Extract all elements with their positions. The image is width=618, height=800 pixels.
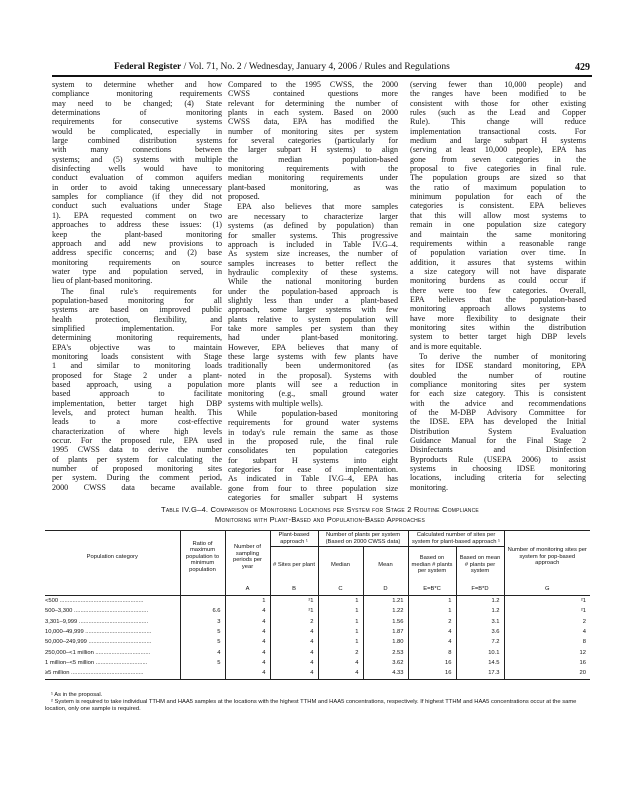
table-cell: ²1 bbox=[504, 606, 590, 616]
table-cell: 12 bbox=[504, 648, 590, 658]
table-cell: 3.1 bbox=[456, 617, 504, 627]
header-title bbox=[114, 62, 450, 72]
text-line: systems (as defined by population) than bbox=[228, 221, 398, 231]
table-cell: 14.5 bbox=[456, 658, 504, 668]
text-line: relevant for determining the number of bbox=[228, 98, 398, 108]
text-line: Distribution System Evaluation bbox=[410, 426, 586, 436]
publication-name: Federal Register bbox=[114, 62, 182, 72]
header-mean: Mean bbox=[363, 547, 408, 584]
text-line: there were too few categories. Overall, bbox=[410, 285, 586, 295]
text-line: While population-based monitoring bbox=[237, 409, 398, 419]
text-line: Compared to the 1995 CWSS, the 2000 bbox=[228, 80, 398, 89]
table-cell: 16 bbox=[408, 658, 456, 668]
table-cell: 5 bbox=[180, 627, 225, 637]
header-pop-based: Number of monitoring sites per system for pop-based approach bbox=[504, 531, 590, 584]
text-line: EPA's objective was to maintain bbox=[52, 342, 222, 352]
population-category-cell: 250,000–<1 million .................................. bbox=[45, 649, 151, 656]
table-cell: 1.2 bbox=[456, 596, 504, 607]
population-category-cell: 3,301–9,999 ........................................... bbox=[45, 618, 149, 625]
table-cell: 1.21 bbox=[363, 596, 408, 607]
text-line: characterization of where high levels bbox=[52, 426, 222, 436]
table-cell: 1.80 bbox=[363, 637, 408, 647]
text-line: monitoring (e.g., small ground water bbox=[228, 389, 398, 399]
table-cell: 1 bbox=[318, 617, 363, 627]
table-cell: 17.3 bbox=[456, 668, 504, 679]
text-line: CWSS data, EPA has modified the bbox=[228, 117, 398, 127]
table-cell: 4 bbox=[225, 627, 270, 637]
text-line: that this will allow most systems to bbox=[410, 210, 586, 220]
table-cell: 1 bbox=[318, 606, 363, 616]
text-line: per system. During the comment period, bbox=[52, 473, 222, 483]
text-line: leads to a more cost-effective bbox=[52, 417, 222, 427]
population-category-cell: 10,000–49,999 ......................................... bbox=[45, 628, 152, 635]
text-line: hydraulic complexity of these systems. bbox=[228, 267, 398, 277]
table-row bbox=[45, 617, 590, 627]
text-line: addition, it assures that systems within bbox=[410, 257, 586, 267]
text-line: with the advice and recommendations bbox=[410, 398, 586, 408]
monitoring-locations-table bbox=[45, 530, 590, 680]
text-line: in the proposed rule, the final rule bbox=[228, 437, 398, 447]
text-line: conduct such evaluations under Stage bbox=[52, 201, 222, 211]
text-line: under the population-based approach is bbox=[228, 286, 398, 296]
text-line: categories for ease of implementation. bbox=[228, 465, 398, 475]
header-plant-based: Plant-based approach ¹ bbox=[270, 531, 318, 547]
text-line: noted in the proposal). Systems with bbox=[228, 370, 398, 380]
text-line: locations, including criteria for selecting bbox=[410, 473, 586, 483]
table-cell: 5 bbox=[180, 658, 225, 668]
text-column-3 bbox=[410, 80, 586, 492]
population-category-cell: 500–3,300 .............................................. bbox=[45, 608, 149, 615]
table-cell: 1 bbox=[408, 596, 456, 607]
column-letter: A bbox=[225, 583, 270, 596]
text-line: the median population-based bbox=[228, 154, 398, 164]
text-line: medium and large subpart H systems bbox=[410, 136, 586, 146]
header-plants-per-system: Number of plants per system (Based on 2000 CWSS data) bbox=[318, 531, 408, 547]
header-ratio: Ratio of maximum population to minimum population bbox=[180, 531, 225, 584]
text-line: a size category will not have disparate bbox=[410, 266, 586, 276]
text-line: may need to be changed; (4) State bbox=[52, 98, 222, 108]
table-title-line-1: Table IV.G–4. Comparison of Monitoring Locations per System for Stage 2 Routine Compliance bbox=[161, 505, 479, 514]
table-cell: 10.1 bbox=[456, 648, 504, 658]
text-line: system to determine whether and how bbox=[52, 80, 222, 89]
text-line: slightly less than under a plant-based bbox=[228, 295, 398, 305]
header-based-median: Based on median # plants per system bbox=[408, 547, 456, 584]
table-cell: 3 bbox=[180, 617, 225, 627]
table-cell: 4.33 bbox=[363, 668, 408, 679]
text-line: Guidance Manual for the Final Stage 2 bbox=[410, 436, 586, 446]
table-cell: 2 bbox=[318, 648, 363, 658]
text-column-1 bbox=[52, 80, 222, 492]
text-line: the ratio of maximum population to bbox=[410, 182, 586, 192]
page-number: 429 bbox=[575, 62, 590, 73]
text-line: approaches to address these issues: (1) bbox=[52, 220, 222, 230]
text-line: EPA also believes that more samples bbox=[237, 202, 398, 212]
table-cell: ²1 bbox=[504, 596, 590, 607]
text-line: proposed for Stage 2 under a plant- bbox=[52, 370, 222, 380]
text-line: monitoring sites within the distribution bbox=[410, 322, 586, 332]
text-line: water type and population served, in bbox=[52, 266, 222, 276]
text-line: systems are based on improved public bbox=[52, 305, 222, 315]
table-title bbox=[40, 505, 600, 525]
text-line: implementation, better target high DBP bbox=[52, 398, 222, 408]
text-line: for several categories (particularly for bbox=[228, 136, 398, 146]
text-line: CWSS contained questions more bbox=[228, 89, 398, 99]
table-cell bbox=[180, 668, 225, 679]
table-cell: 4 bbox=[225, 648, 270, 658]
text-line: number of proposed monitoring sites bbox=[52, 464, 222, 474]
table-cell: 3.62 bbox=[363, 658, 408, 668]
text-line: determinations of monitoring bbox=[52, 108, 222, 118]
text-line: monitoring requirements on source bbox=[52, 257, 222, 267]
table-cell: 16 bbox=[504, 658, 590, 668]
text-line: take more samples per system than they bbox=[228, 323, 398, 333]
table-cell: 1.2 bbox=[456, 606, 504, 616]
text-line: compliance monitoring sites per system bbox=[410, 380, 586, 389]
text-line: occur. For the proposed rule, EPA used bbox=[52, 436, 222, 446]
text-line: EPA believes that the population-based bbox=[410, 294, 586, 304]
table-cell: 4 bbox=[270, 668, 318, 679]
text-line: of population variation over time. In bbox=[410, 248, 586, 258]
table-cell: 5 bbox=[180, 637, 225, 647]
population-category-cell: 50,000–249,999 ....................................... bbox=[45, 639, 152, 646]
text-line: of the M-DBP Advisory Committee for bbox=[410, 408, 586, 418]
text-line: 1995 CWSS data to derive the number bbox=[52, 445, 222, 455]
table-cell: 8 bbox=[408, 648, 456, 658]
table-cell: 4 bbox=[270, 637, 318, 647]
text-line: While the national monitoring burden bbox=[228, 277, 398, 287]
table-cell: 4 bbox=[225, 617, 270, 627]
table-cell: 4 bbox=[270, 658, 318, 668]
text-line: plants relative to system population will bbox=[228, 314, 398, 324]
text-line: approach is included in Table IV.G–4. bbox=[228, 239, 398, 249]
table-cell: 1.22 bbox=[363, 606, 408, 616]
table-cell: 4 bbox=[504, 627, 590, 637]
table-row bbox=[45, 637, 590, 647]
table-cell: 4 bbox=[318, 658, 363, 668]
text-line: gone from four to three population size bbox=[228, 483, 398, 493]
table-cell: 16 bbox=[408, 668, 456, 679]
table-cell: 1 bbox=[408, 606, 456, 616]
text-line: approach, some larger systems with few bbox=[228, 305, 398, 315]
table-cell: 8 bbox=[504, 637, 590, 647]
table-cell: 1 bbox=[318, 596, 363, 607]
text-line: samples increases to better reflect the bbox=[228, 258, 398, 268]
table-cell: 4 bbox=[180, 648, 225, 658]
text-line: The population groups are sized so that bbox=[410, 173, 586, 183]
text-line: of plants per system for calculating the bbox=[52, 454, 222, 464]
table-cell: 4 bbox=[408, 637, 456, 647]
table-cell: 7.2 bbox=[456, 637, 504, 647]
text-line: implementation transactional costs. For bbox=[410, 126, 586, 136]
text-line: Rule). This change will reduce bbox=[410, 117, 586, 127]
text-line: gone from seven categories in the bbox=[410, 154, 586, 164]
text-line: would be complicated, especially in bbox=[52, 126, 222, 136]
text-line: based approach, using a population bbox=[52, 380, 222, 389]
text-line: categories is consistent. EPA believes bbox=[410, 201, 586, 211]
text-line: for each size category. This is consistent bbox=[410, 389, 586, 399]
header-calculated-sites: Calculated number of sites per system for plant-based approach ¹ bbox=[408, 531, 504, 547]
table-cell: ²1 bbox=[270, 606, 318, 616]
text-line: consistent with those for other existing bbox=[410, 98, 586, 108]
footnote-1: ¹ As in the proposal. bbox=[51, 692, 103, 698]
table-title-line-2: Monitoring with Plant-Based and Population-Based Approaches bbox=[214, 515, 426, 524]
text-line: these large systems with few plants have bbox=[228, 351, 398, 361]
text-line: monitoring. bbox=[410, 482, 448, 492]
text-line: systems; and (5) systems with multiple bbox=[52, 154, 222, 164]
table-cell: 4 bbox=[270, 627, 318, 637]
text-line: Disinfectants and Disinfection bbox=[410, 445, 586, 455]
text-line: approach and add new provisions to bbox=[52, 238, 222, 248]
text-line: sites for IDSE standard monitoring, EPA bbox=[410, 361, 586, 371]
table-cell: 2.53 bbox=[363, 648, 408, 658]
column-letter: F=B*D bbox=[456, 583, 504, 596]
table-cell: 4 bbox=[225, 606, 270, 616]
table-cell: ²1 bbox=[270, 596, 318, 607]
header-sites-per-plant: # Sites per plant bbox=[270, 547, 318, 584]
column-letter: G bbox=[504, 583, 590, 596]
population-category-cell: <500 .................................................... bbox=[45, 598, 144, 605]
column-letter: E=B*C bbox=[408, 583, 456, 596]
text-line: (serving at least 10,000 people), EPA has bbox=[410, 145, 586, 155]
table-cell: 4 bbox=[225, 658, 270, 668]
table-footnotes bbox=[45, 692, 590, 712]
table-cell: 4 bbox=[408, 627, 456, 637]
text-line: monitoring approach allows systems to bbox=[410, 304, 586, 314]
text-line: have more flexibility to designate their bbox=[410, 313, 586, 323]
table-row bbox=[45, 648, 590, 658]
text-line: are necessary to characterize larger bbox=[228, 211, 398, 221]
text-line: address specific concerns; and (2) base bbox=[52, 248, 222, 258]
population-category-cell: 1 million–<5 million ................................ bbox=[45, 659, 148, 666]
text-line: The final rule's requirements for bbox=[61, 286, 222, 296]
text-line: monitoring loads consistent with Stage bbox=[52, 351, 222, 361]
text-line: based approach to facilitate bbox=[52, 389, 222, 399]
text-line: categories for smaller subpart H systems bbox=[228, 493, 398, 503]
text-line: with many connections between bbox=[52, 145, 222, 155]
text-line: As system size increases, the number of bbox=[228, 249, 398, 259]
table-row bbox=[45, 668, 590, 679]
table-cell: 1 bbox=[318, 627, 363, 637]
text-line: the ranges have been modified to be bbox=[410, 89, 586, 99]
text-line: had under plant-based monitoring. bbox=[228, 333, 398, 343]
text-line: compliance monitoring requirements bbox=[52, 89, 222, 99]
text-line: the larger subpart H systems) to align bbox=[228, 145, 398, 155]
text-line: doubled the number of routine bbox=[410, 370, 586, 380]
text-line: lieu of plant-based monitoring. bbox=[52, 276, 153, 286]
text-line: To derive the number of monitoring bbox=[419, 351, 586, 361]
table-cell bbox=[180, 596, 225, 607]
column-letter: C bbox=[318, 583, 363, 596]
text-line: disinfecting wells would have to bbox=[52, 164, 222, 174]
text-line: keep the plant-based monitoring bbox=[52, 229, 222, 239]
text-line: However, EPA believes that many of bbox=[228, 342, 398, 352]
text-column-2 bbox=[228, 80, 398, 502]
text-line: proposal to five categories in final rule. bbox=[410, 164, 586, 174]
text-line: monitoring burdens as could occur if bbox=[410, 276, 586, 286]
text-line: Byproducts Rule (USEPA 2006) to assist bbox=[410, 454, 586, 464]
text-line: systems in choosing IDSE monitoring bbox=[410, 464, 586, 474]
header-citation: / Vol. 71, No. 2 / Wednesday, January 4, 2006 / Rules and Regulations bbox=[181, 62, 450, 72]
text-line: minimum population for each of the bbox=[410, 192, 586, 202]
population-category-cell: ≥5 million ............................................. bbox=[45, 668, 180, 679]
table-cell: 2 bbox=[408, 617, 456, 627]
table-cell: 4 bbox=[225, 668, 270, 679]
text-line: number of monitoring sites per system bbox=[228, 126, 398, 136]
text-line: requirements within a reasonable range bbox=[410, 238, 586, 248]
text-line: for subpart H systems into eight bbox=[228, 455, 398, 465]
table-cell: 4 bbox=[225, 637, 270, 647]
table-cell: 1.87 bbox=[363, 627, 408, 637]
table-cell: 4 bbox=[270, 648, 318, 658]
footnote-2: ² System is required to take individual TTHM and HAA5 samples at the locations with the highest TTHM and HAA5 concentrations, respectively. If highest TTHM and HAA5 concentrations occur at the same location, only one sample is required. bbox=[45, 698, 577, 712]
text-line: systems with multiple wells). bbox=[228, 398, 323, 408]
header-based-mean: Based on mean # plants per system bbox=[456, 547, 504, 584]
text-line: and is more equitable. bbox=[410, 341, 482, 351]
text-line: requirements for ground water systems bbox=[228, 418, 398, 428]
text-line: requirements for consecutive systems bbox=[52, 117, 222, 127]
text-line: determining monitoring requirements, bbox=[52, 333, 222, 343]
text-line: levels, and protect human health. This bbox=[52, 408, 222, 418]
table-cell: 20 bbox=[504, 668, 590, 679]
text-line: monitoring requirements with the bbox=[228, 164, 398, 174]
text-line: large combined distribution systems bbox=[52, 136, 222, 146]
text-line: remain in one population size category bbox=[410, 220, 586, 230]
text-line: in today's rule remain the same as those bbox=[228, 427, 398, 437]
text-line: in order to avoid taking unnecessary bbox=[52, 182, 222, 192]
text-line: plant-based monitoring, as was bbox=[228, 182, 398, 192]
table-cell: 2 bbox=[270, 617, 318, 627]
table-cell: 2 bbox=[504, 617, 590, 627]
table-cell: 1 bbox=[318, 637, 363, 647]
table-cell: 4 bbox=[318, 668, 363, 679]
text-line: 1 and similar to monitoring loads bbox=[52, 361, 222, 371]
text-line: and maintain the same monitoring bbox=[410, 229, 586, 239]
table-cell: 6.6 bbox=[180, 606, 225, 616]
text-line: median monitoring requirements under bbox=[228, 173, 398, 183]
text-line: rules (such as the Lead and Copper bbox=[410, 108, 586, 118]
text-line: traditionally been undermonitored (as bbox=[228, 361, 398, 371]
text-line: samples for compliance (if they did not bbox=[52, 192, 222, 202]
column-letter: B bbox=[270, 583, 318, 596]
header-rule bbox=[52, 75, 592, 77]
table-row bbox=[45, 606, 590, 616]
text-line: As indicated in Table IV.G–4, EPA has bbox=[228, 474, 398, 484]
text-line: for smaller systems. This progressive bbox=[228, 230, 398, 240]
header-sampling-periods: Number of sampling periods per year bbox=[225, 531, 270, 584]
text-line: more plants will see a reduction in bbox=[228, 380, 398, 389]
table-row bbox=[45, 658, 590, 668]
table-cell: 1 bbox=[225, 596, 270, 607]
text-line: simplified implementation. For bbox=[52, 323, 222, 333]
table-row bbox=[45, 596, 590, 607]
table-row bbox=[45, 627, 590, 637]
text-line: 1). EPA requested comment on two bbox=[52, 210, 222, 220]
text-line: proposed. bbox=[228, 192, 260, 202]
text-line: system to better target high DBP levels bbox=[410, 332, 586, 342]
table-cell: 1.56 bbox=[363, 617, 408, 627]
text-line: consolidates ten population categories bbox=[228, 446, 398, 456]
column-letter: D bbox=[363, 583, 408, 596]
header-population-category: Population category bbox=[45, 531, 180, 584]
text-line: plants in each system. Based on 2000 bbox=[228, 108, 398, 118]
text-line: (serving fewer than 10,000 people) and bbox=[410, 80, 586, 89]
table-cell: 3.6 bbox=[456, 627, 504, 637]
header-median: Median bbox=[318, 547, 363, 584]
text-line: 2000 CWSS data became available. bbox=[52, 482, 222, 492]
text-line: health protection, flexibility, and bbox=[52, 314, 222, 324]
text-line: the IDSE. EPA has developed the Initial bbox=[410, 417, 586, 427]
running-header bbox=[52, 62, 590, 74]
text-line: conduct evaluation of common aquifers bbox=[52, 173, 222, 183]
text-line: population-based monitoring for all bbox=[52, 295, 222, 305]
